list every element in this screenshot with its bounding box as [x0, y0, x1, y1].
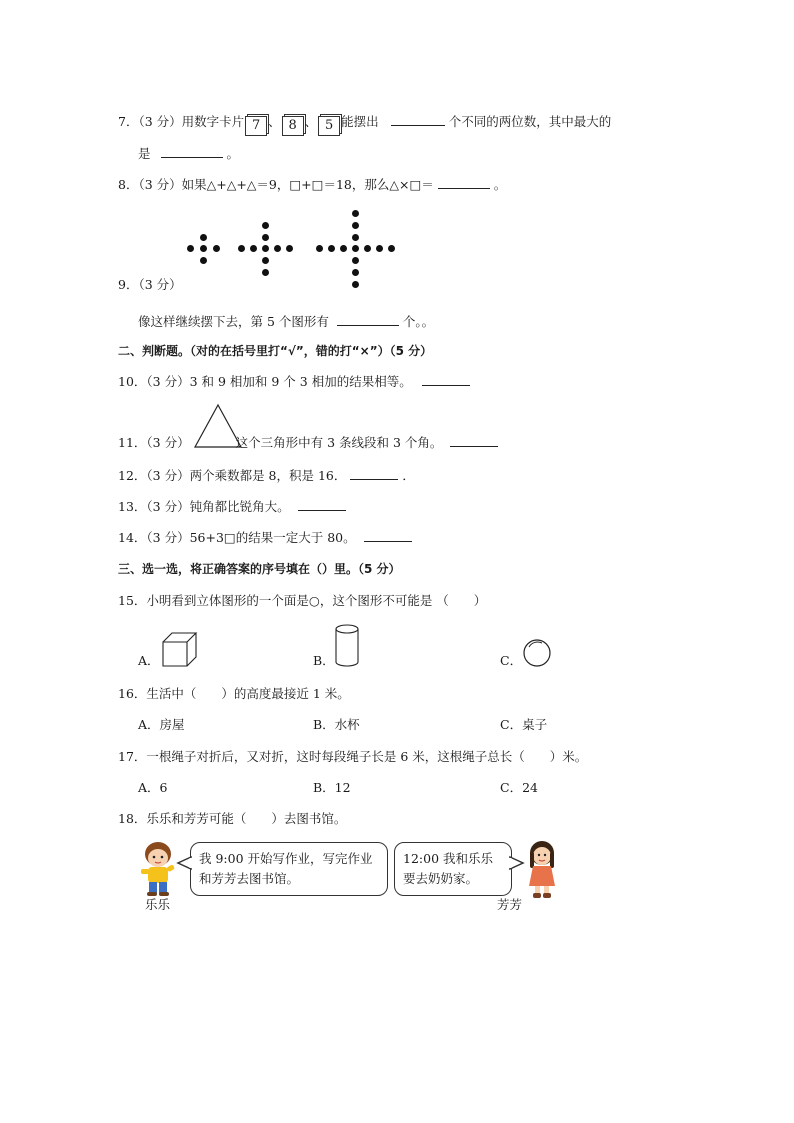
dot — [262, 269, 269, 276]
dot — [262, 234, 269, 241]
q11-label: 11．（3 分） — [118, 435, 190, 450]
dot — [200, 234, 207, 241]
sphere-icon — [522, 638, 552, 668]
cube-icon — [162, 632, 198, 668]
dot — [316, 245, 323, 252]
option-15-a[interactable]: A． — [138, 653, 160, 668]
girl-character-icon — [524, 840, 560, 900]
q11-text: 这个三角形中有 3 条线段和 3 个角。 — [235, 435, 443, 450]
number-card-8: 8 — [282, 116, 304, 136]
q13-text: 13．（3 分）钝角都比锐角大。 — [118, 499, 290, 514]
answer-blank-q7-b[interactable] — [161, 145, 223, 158]
dot — [213, 245, 220, 252]
question-12 — [118, 467, 415, 485]
question-9-label: 9．（3 分） — [118, 277, 182, 292]
q8-text: 8．（3 分）如果△+△+△＝9，□+□＝18，那么△×□＝ — [118, 177, 434, 192]
boy-character-icon — [137, 840, 179, 898]
option-16-b[interactable]: B．水杯 — [313, 717, 360, 732]
dot — [352, 245, 359, 252]
option-16-a[interactable]: A．房屋 — [138, 717, 185, 732]
q7-line2-prefix: 是 — [138, 146, 151, 161]
q8-suffix: 。 — [493, 177, 507, 192]
dot — [340, 245, 347, 252]
answer-blank-q7-a[interactable] — [391, 113, 445, 126]
q7-mid: 能摆出 — [341, 114, 379, 129]
dot — [200, 245, 207, 252]
dot — [200, 257, 207, 264]
dot — [274, 245, 281, 252]
answer-blank-q9[interactable] — [337, 313, 399, 326]
option-15-c[interactable]: C． — [500, 653, 523, 668]
q7-prefix: 7．（3 分）用数字卡片 — [118, 114, 245, 129]
dot — [388, 245, 395, 252]
section-3-heading: 三、选一选，将正确答案的序号填在（）里。（5 分） — [118, 562, 401, 576]
dot — [238, 245, 245, 252]
q9-suffix: 个。。 — [402, 314, 435, 329]
section-2-heading: 二、判断题。（对的在括号里打“√”，错的打“×”）（5 分） — [118, 344, 433, 358]
question-11 — [118, 434, 502, 452]
dot — [262, 222, 269, 229]
q7-line2-suffix: 。 — [226, 146, 240, 161]
option-17-c[interactable]: C．24 — [500, 780, 538, 795]
dot — [364, 245, 371, 252]
answer-blank-q13[interactable] — [298, 498, 346, 511]
answer-blank-q12[interactable] — [350, 467, 398, 480]
number-card-5: 5 — [318, 116, 340, 136]
number-card-7: 7 — [245, 116, 267, 136]
question-10 — [118, 373, 474, 391]
question-17: 17．一根绳子对折后，又对折，这时每段绳子长是 6 米，这根绳子总长（ ）米。 — [118, 749, 588, 764]
question-18: 18．乐乐和芳芳可能（ ）去图书馆。 — [118, 811, 347, 826]
q9-text: 像这样继续摆下去，第 5 个图形有 — [138, 314, 329, 329]
dot — [376, 245, 383, 252]
q14-text: 14．（3 分）56+3□的结果一定大于 80。 — [118, 530, 356, 545]
question-14 — [118, 529, 416, 547]
speech-bubble-tail-left — [177, 856, 193, 870]
dot — [286, 245, 293, 252]
dot — [352, 222, 359, 229]
q7-suffix: 个不同的两位数，其中最大的 — [448, 114, 612, 129]
dot — [262, 257, 269, 264]
question-9-text — [138, 313, 434, 331]
name-label-lele: 乐乐 — [145, 897, 171, 912]
question-15: 15．小明看到立体图形的一个面是○，这个图形不可能是 （ ） — [118, 593, 487, 608]
q12-suffix: ． — [402, 468, 415, 483]
speech-bubble-tail-right — [509, 856, 525, 870]
card-separator: 、 — [304, 114, 318, 129]
dot — [250, 245, 257, 252]
dot — [328, 245, 335, 252]
dot — [352, 257, 359, 264]
q12-text: 12．（3 分）两个乘数都是 8，积是 16． — [118, 468, 347, 483]
q10-text: 10．（3 分）3 和 9 相加和 9 个 3 相加的结果相等。 — [118, 374, 412, 389]
cylinder-icon — [335, 624, 361, 668]
answer-blank-q14[interactable] — [364, 529, 412, 542]
question-7-line-2 — [138, 145, 239, 163]
question-7-line-1 — [118, 113, 611, 136]
option-16-c[interactable]: C．桌子 — [500, 717, 548, 732]
card-separator: 、 — [268, 114, 281, 129]
option-17-a[interactable]: A．6 — [138, 780, 168, 795]
option-15-b[interactable]: B． — [313, 653, 335, 668]
dot — [352, 210, 359, 217]
option-17-b[interactable]: B．12 — [313, 780, 351, 795]
speech-bubble-fangfang: 12:00 我和乐乐要去奶奶家。 — [394, 842, 512, 896]
answer-blank-q10[interactable] — [422, 373, 470, 386]
dot — [352, 234, 359, 241]
answer-blank-q11[interactable] — [450, 434, 498, 447]
dot — [352, 269, 359, 276]
dot — [352, 281, 359, 288]
answer-blank-q8[interactable] — [438, 176, 490, 189]
dot — [187, 245, 194, 252]
question-8 — [118, 176, 506, 194]
speech-bubble-lele: 我 9:00 开始写作业，写完作业和芳芳去图书馆。 — [190, 842, 388, 896]
question-16: 16．生活中（ ）的高度最接近 1 米。 — [118, 686, 350, 701]
name-label-fangfang: 芳芳 — [497, 897, 523, 912]
question-13 — [118, 498, 350, 516]
dot — [262, 245, 269, 252]
